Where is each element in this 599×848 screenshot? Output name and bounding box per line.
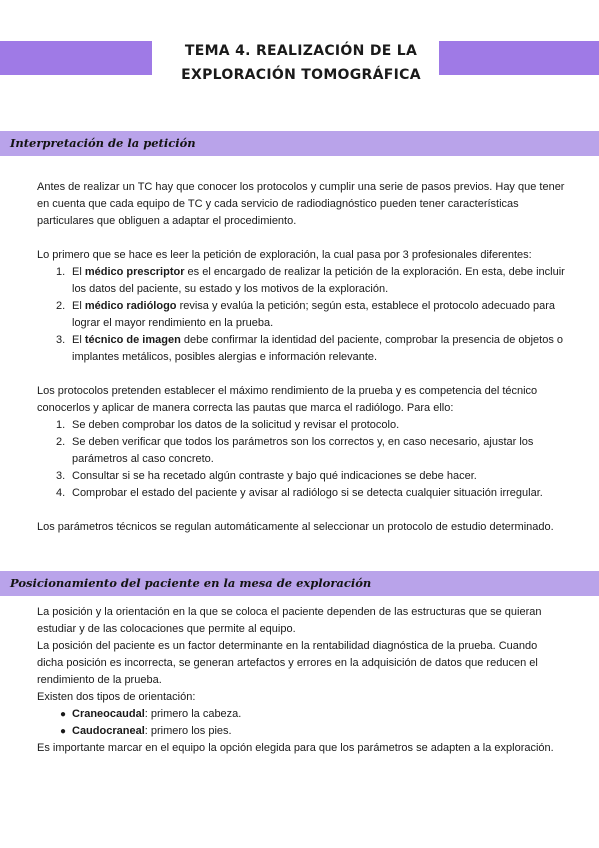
paragraph-positioning-line: La posición y la orientación en la que se coloca el paciente dependen de las estructuras que se quieran estudiar y de las colocaciones que permite al equipo. <box>37 606 542 635</box>
paragraph-positioning-line: Existen dos tipos de orientación: <box>37 691 196 703</box>
list-text: Consultar si se ha recetado algún contraste y bajo qué indicaciones se debe hacer. <box>72 470 477 482</box>
paragraph-positioning-line: La posición del paciente es un factor determinante en la rentabilidad diagnóstica de la prueba. Cuando dicha posición es incorrecta, se generan artefactos y errores en la adquisición de datos que reducen el rendimiento de la prueba. <box>37 640 538 686</box>
list-text: es el encargado de realizar la petición de la exploración. En esta, debe incluir los datos del paciente, su estado y los motivos de la exploración. <box>72 266 565 295</box>
paragraph-protocols: Los protocolos pretenden establecer el máximo rendimiento de la prueba y es competencia del técnico conocerlos y aplicar de manera correcta las pautas que marca el radiólogo. Para ello: <box>37 385 538 414</box>
list-number: 3. <box>56 334 66 346</box>
list-number: 4. <box>56 487 66 499</box>
list-text: Se deben verificar que todos los parámetros son los correctos y, en caso necesario, ajustar los parámetros al caso concreto. <box>72 436 534 465</box>
paragraph-intro: Antes de realizar un TC hay que conocer los protocolos y cumplir una serie de pasos previos. Hay que tener en cuenta que cada equipo de TC y cada servicio de radiodiagnóstico pueden tener características particulares que obliguen a adaptar el procedimiento. <box>37 181 565 227</box>
list-number: 3. <box>56 470 66 482</box>
list-item <box>37 264 565 298</box>
list-bold-term: Caudocraneal <box>72 725 145 737</box>
title-band-left <box>0 41 152 75</box>
page-title-line-2: EXPLORACIÓN TOMOGRÁFICA <box>181 67 421 83</box>
list-number: 2. <box>56 300 66 312</box>
list-number: 1. <box>56 266 66 278</box>
title-band-right <box>439 41 599 75</box>
paragraph-parameters: Los parámetros técnicos se regulan automáticamente al seleccionar un protocolo de estudio determinado. <box>37 521 554 533</box>
list-text: revisa y evalúa la petición; según esta, establece el protocolo adecuado para lograr el mayor rendimiento en la prueba. <box>72 300 556 329</box>
list-number: 1. <box>56 419 66 431</box>
paragraph-positioning <box>37 604 565 706</box>
list-item <box>37 417 565 434</box>
bullet-icon: ● <box>60 709 67 720</box>
list-item <box>37 723 565 740</box>
list-text: : primero los pies. <box>144 725 232 737</box>
list-text: : primero la cabeza. <box>144 708 242 720</box>
list-bold-term: médico prescriptor <box>84 266 185 278</box>
bullet-icon: ● <box>60 726 67 737</box>
professionals-list <box>37 264 565 366</box>
list-bold-term: médico radiólogo <box>84 300 177 312</box>
paragraph-closing: Es importante marcar en el equipo la opción elegida para que los parámetros se adapten a la exploración. <box>37 742 554 754</box>
page-title-line-1: TEMA 4. REALIZACIÓN DE LA <box>184 43 418 59</box>
list-bold-term: técnico de imagen <box>84 334 181 346</box>
section-heading-interpretacion: Interpretación de la petición <box>0 131 599 156</box>
list-text: El <box>72 300 85 312</box>
paragraph-petition: Lo primero que se hace es leer la petición de exploración, la cual pasa por 3 profesionales diferentes: <box>37 249 532 261</box>
list-text: El <box>72 266 85 278</box>
list-item <box>37 485 565 502</box>
list-item <box>37 468 565 485</box>
list-text: debe confirmar la identidad del paciente, comprobar la presencia de objetos o implantes metálicos, posibles alergias e información relevante. <box>72 334 564 363</box>
list-item <box>37 434 565 468</box>
list-text: El <box>72 334 85 346</box>
list-item <box>37 332 565 366</box>
protocol-steps-list <box>37 417 565 502</box>
section-heading-posicionamiento: Posicionamiento del paciente en la mesa de exploración <box>0 571 599 596</box>
list-bold-term: Craneocaudal <box>72 708 145 720</box>
list-item <box>37 298 565 332</box>
list-text: Comprobar el estado del paciente y avisar al radiólogo si se detecta cualquier situación irregular. <box>72 487 543 499</box>
page-title <box>163 37 439 97</box>
orientation-list <box>37 706 565 740</box>
list-text: Se deben comprobar los datos de la solicitud y revisar el protocolo. <box>72 419 400 431</box>
list-item <box>37 706 565 723</box>
list-number: 2. <box>56 436 66 448</box>
